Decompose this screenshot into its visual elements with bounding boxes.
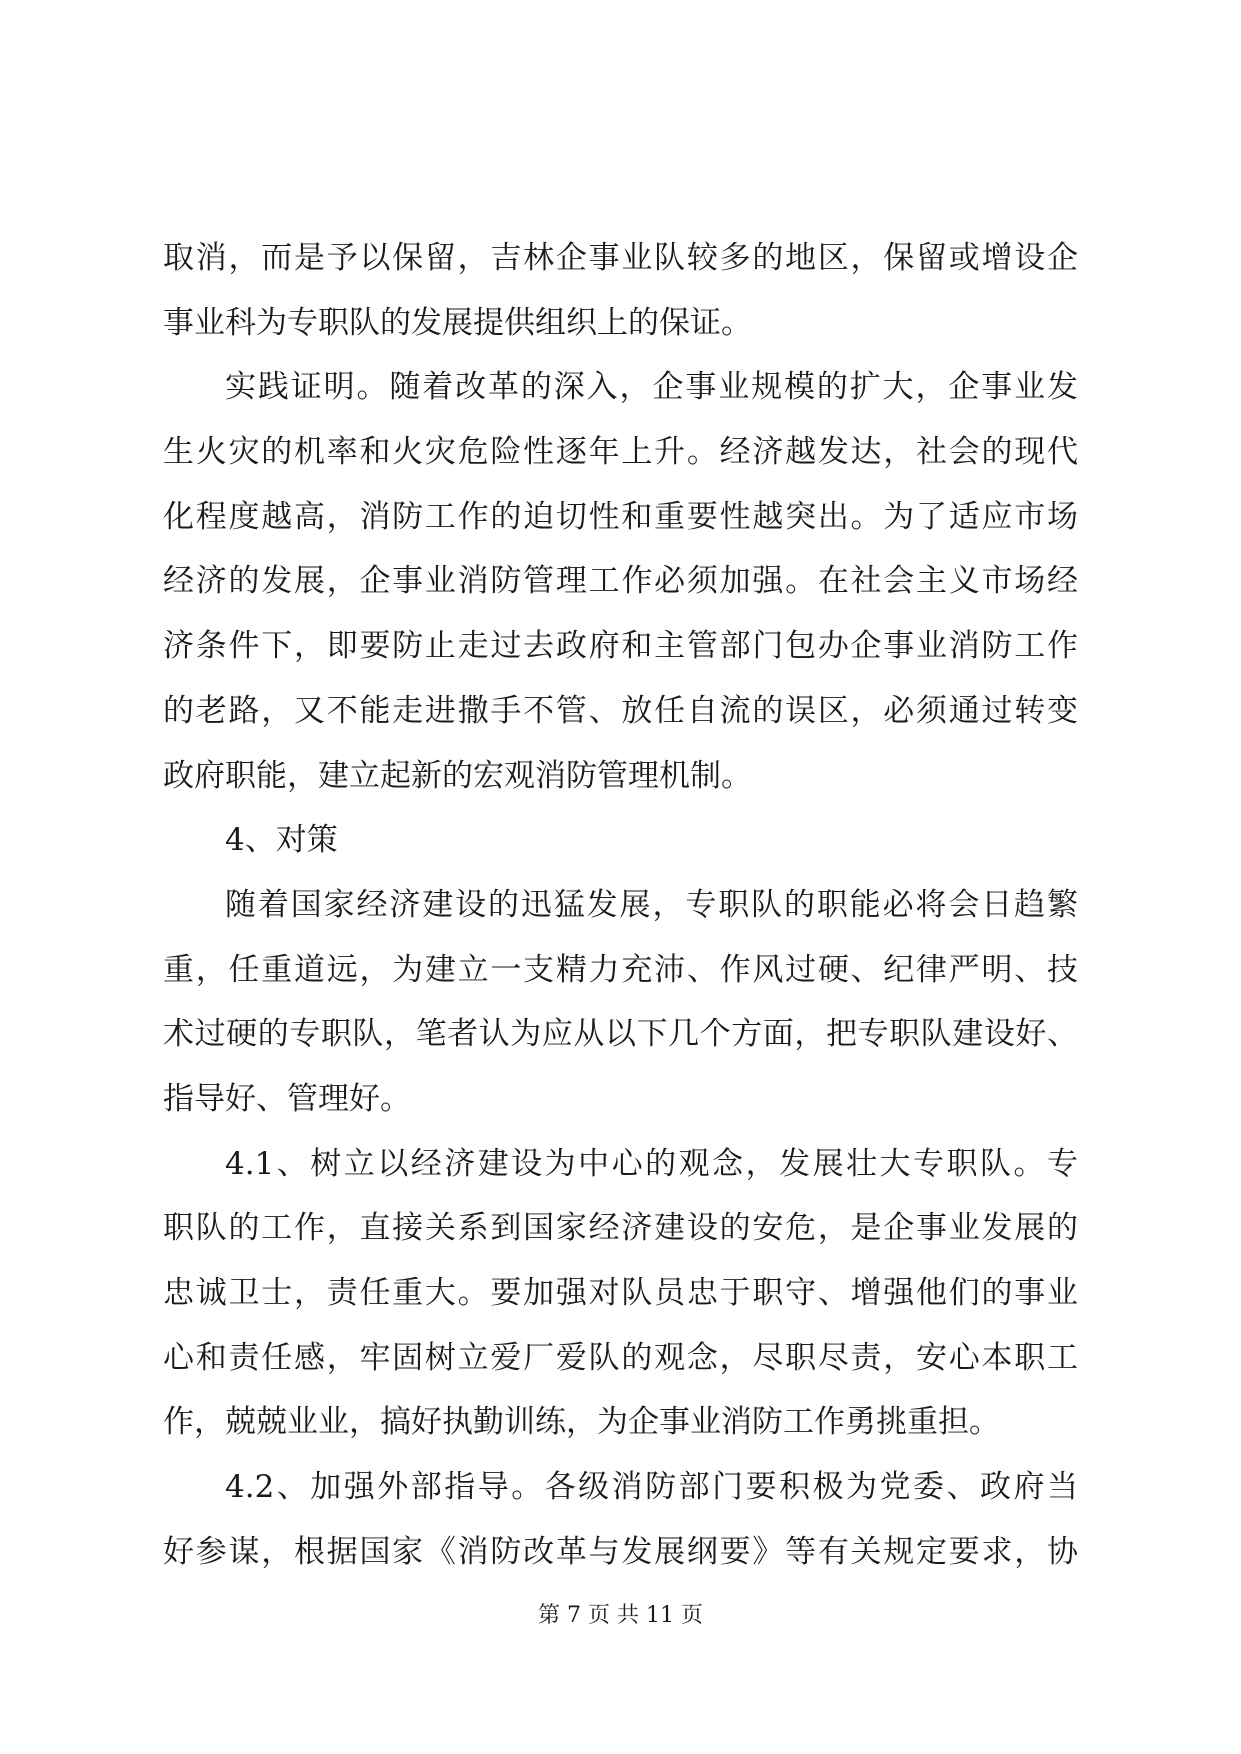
text-line: 4.1、树立以经济建设为中心的观念，发展壮大专职队。专	[225, 1145, 1078, 1182]
text-line: 的老路，又不能走进撒手不管、放任自流的误区，必须通过转变	[163, 692, 1078, 729]
text-line: 政府职能，建立起新的宏观消防管理机制。	[163, 757, 752, 794]
text-line: 经济的发展，企事业消防管理工作必须加强。在社会主义市场经	[163, 563, 1078, 600]
text-line: 好参谋，根据国家《消防改革与发展纲要》等有关规定要求，协	[163, 1533, 1078, 1570]
text-line: 事业科为专职队的发展提供组织上的保证。	[163, 304, 752, 341]
text-line: 忠诚卫士，责任重大。要加强对队员忠于职守、增强他们的事业	[163, 1275, 1078, 1311]
text-line: 4.2、加强外部指导。各级消防部门要积极为党委、政府当	[225, 1469, 1078, 1506]
text-line: 作，兢兢业业，搞好执勤训练，为企事业消防工作勇挑重担。	[163, 1404, 1000, 1441]
text-line: 化程度越高，消防工作的迫切性和重要性越突出。为了适应市场	[163, 498, 1078, 535]
body-text	[163, 226, 1078, 1584]
page-footer: 第 7 页 共 11 页	[538, 1603, 703, 1628]
text-line: 职队的工作，直接关系到国家经济建设的安危，是企事业发展的	[163, 1210, 1078, 1247]
text-line: 重，任重道远，为建立一支精力充沛、作风过硬、纪律严明、技	[163, 951, 1078, 988]
text-line: 济条件下，即要防止走过去政府和主管部门包办企事业消防工作	[163, 628, 1078, 665]
text-line: 4、对策	[225, 822, 338, 859]
text-line: 取消，而是予以保留，吉林企事业队较多的地区，保留或增设企	[163, 240, 1078, 276]
text-line: 指导好、管理好。	[163, 1080, 411, 1117]
text-line: 心和责任感，牢固树立爱厂爱队的观念，尽职尽责，安心本职工	[163, 1339, 1078, 1376]
text-line: 随着国家经济建设的迅猛发展，专职队的职能必将会日趋繁	[225, 886, 1078, 923]
text-line: 术过硬的专职队，笔者认为应从以下几个方面，把专职队建设好、	[163, 1016, 1078, 1053]
text-line: 生火灾的机率和火灾危险性逐年上升。经济越发达，社会的现代	[163, 434, 1078, 471]
text-line: 实践证明。随着改革的深入，企事业规模的扩大，企事业发	[225, 369, 1078, 406]
